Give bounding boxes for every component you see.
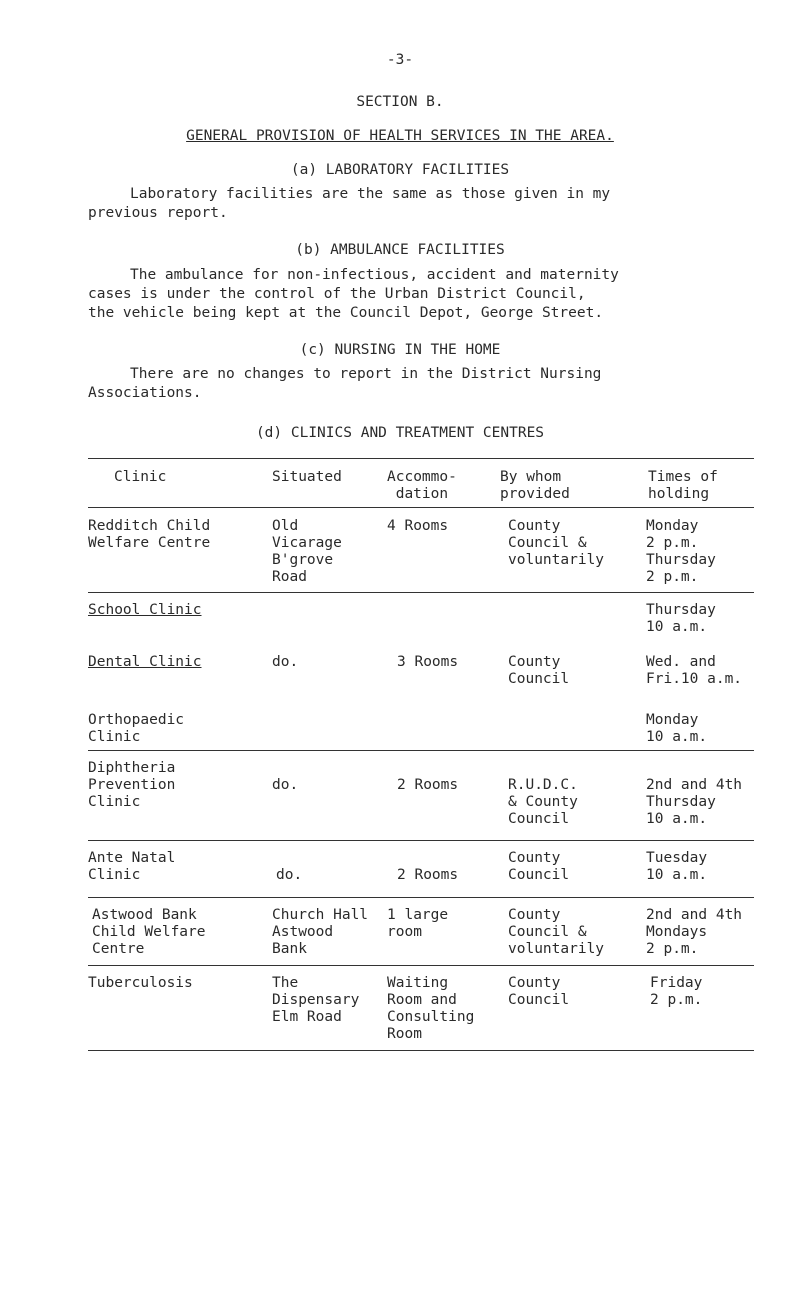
nursing-text-line: Associations. <box>88 385 202 401</box>
cell-clinic: Orthopaedic Clinic <box>88 712 185 745</box>
table-rule <box>88 507 754 508</box>
page-number: -3- <box>386 52 414 68</box>
cell-accommodation: Waiting Room and Consulting Room <box>387 975 475 1042</box>
cell-accommodation: 4 Rooms <box>387 518 449 534</box>
cell-situated: The Dispensary Elm Road <box>272 975 360 1025</box>
table-rule <box>88 840 754 841</box>
cell-situated: Old Vicarage B'grove Road <box>272 518 342 585</box>
cell-clinic: Ante Natal Clinic <box>88 850 176 883</box>
cell-clinic: Redditch Child Welfare Centre <box>88 518 211 551</box>
nursing-heading: (c) NURSING IN THE HOME <box>299 342 501 358</box>
cell-times: Monday 2 p.m. Thursday 2 p.m. <box>646 518 716 585</box>
cell-clinic: Dental Clinic <box>88 654 202 670</box>
cell-provided: R.U.D.C. & County Council <box>508 777 578 827</box>
cell-times: 2nd and 4th Mondays 2 p.m. <box>646 907 743 957</box>
cell-accommodation: 3 Rooms <box>397 654 459 670</box>
cell-accommodation: 2 Rooms <box>397 777 459 793</box>
laboratory-heading: (a) LABORATORY FACILITIES <box>290 162 510 178</box>
cell-provided: County Council <box>508 975 570 1008</box>
cell-accommodation: 2 Rooms <box>397 867 459 883</box>
table-rule <box>88 458 754 459</box>
table-rule <box>88 897 754 898</box>
cell-times: 2nd and 4th Thursday 10 a.m. <box>646 777 743 827</box>
cell-clinic: Diphtheria Prevention Clinic <box>88 760 176 810</box>
cell-times: Thursday 10 a.m. <box>646 602 716 635</box>
cell-situated: do. <box>276 867 303 883</box>
header-accommodation: Accommo- dation <box>387 469 457 502</box>
header-situated: Situated <box>272 469 342 485</box>
section-title: SECTION B. <box>356 94 444 110</box>
cell-provided: County Council <box>508 654 570 687</box>
cell-provided: County Council & voluntarily <box>508 518 605 568</box>
cell-situated: do. <box>272 654 299 670</box>
header-clinic: Clinic <box>114 469 167 485</box>
ambulance-heading: (b) AMBULANCE FACILITIES <box>295 242 505 258</box>
ambulance-text-line: the vehicle being kept at the Council Depot, George Street. <box>88 305 604 321</box>
nursing-text-line: There are no changes to report in the District Nursing <box>130 366 602 382</box>
table-rule <box>88 965 754 966</box>
clinics-heading: (d) CLINICS AND TREATMENT CENTRES <box>255 425 545 441</box>
ambulance-text-line: The ambulance for non-infectious, accident and maternity <box>130 267 619 283</box>
laboratory-text-line: Laboratory facilities are the same as those given in my <box>130 186 611 202</box>
cell-provided: County Council & voluntarily <box>508 907 605 957</box>
table-rule <box>88 592 754 593</box>
cell-times: Monday 10 a.m. <box>646 712 708 745</box>
table-rule <box>88 750 754 751</box>
cell-times: Wed. and Fri.10 a.m. <box>646 654 743 687</box>
cell-clinic: Tuberculosis <box>88 975 193 991</box>
cell-provided: County Council <box>508 850 570 883</box>
cell-times: Friday 2 p.m. <box>650 975 703 1008</box>
cell-situated: Church Hall Astwood Bank <box>272 907 369 957</box>
header-times: Times of holding <box>648 469 718 502</box>
cell-situated: do. <box>272 777 299 793</box>
laboratory-text-line: previous report. <box>88 205 228 221</box>
cell-clinic: Astwood Bank Child Welfare Centre <box>92 907 206 957</box>
cell-accommodation: 1 large room <box>387 907 449 940</box>
section-subtitle: GENERAL PROVISION OF HEALTH SERVICES IN THE AREA. <box>186 128 614 144</box>
cell-times: Tuesday 10 a.m. <box>646 850 708 883</box>
ambulance-text-line: cases is under the control of the Urban District Council, <box>88 286 586 302</box>
header-provided: By whom provided <box>500 469 570 502</box>
cell-clinic: School Clinic <box>88 602 202 618</box>
table-rule <box>88 1050 754 1051</box>
